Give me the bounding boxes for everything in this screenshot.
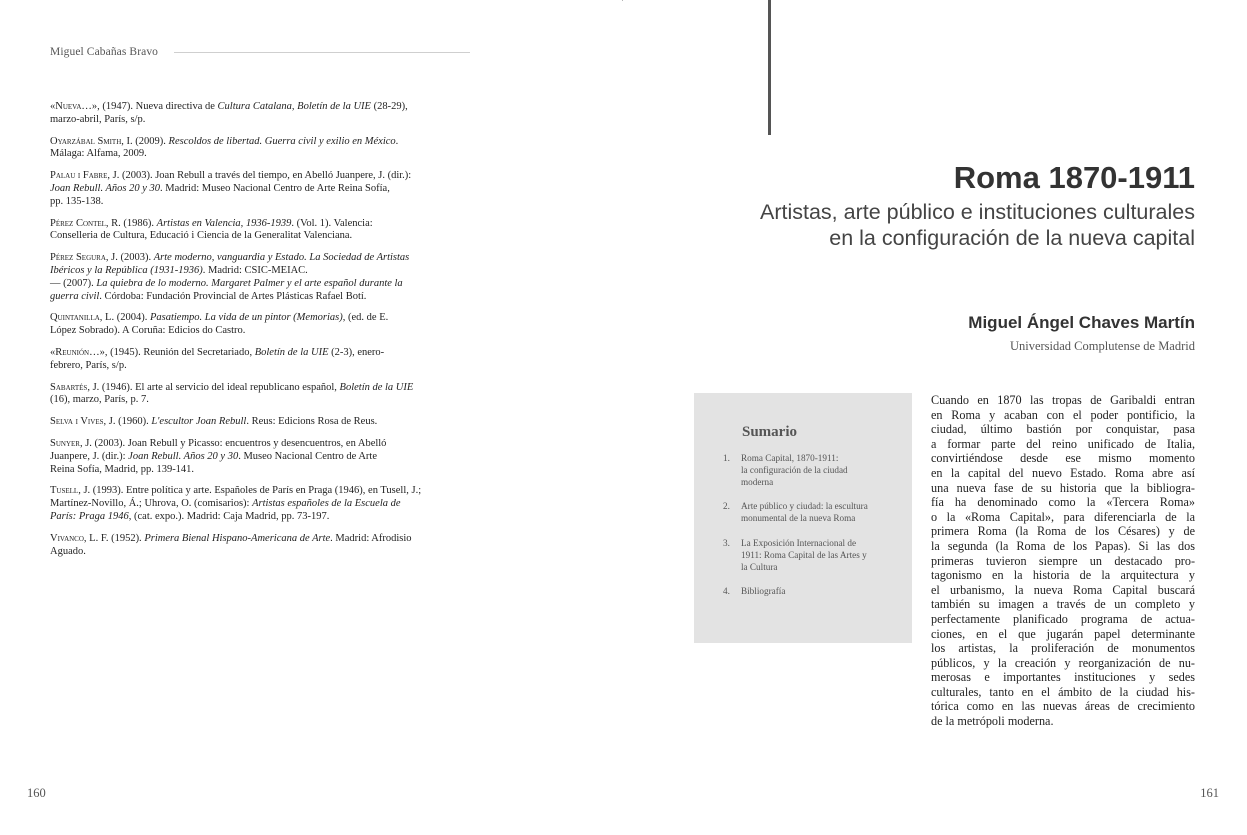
- bib-entry: [50, 101, 455, 127]
- left-page: [0, 0, 622, 835]
- chapter-title: Roma 1870-1911: [953, 160, 1195, 195]
- bib-entry: Selva i Vives, J. (1960). L'escultor Joan Rebull. Reus: Edicions Rosa de Reus.: [50, 416, 378, 428]
- bib-entry: Pérez Contel, R. (1986). Artistas en Valencia, 1936-1939. (Vol. 1). Valencia: Conselleria de Cultura, Educació i Ciencia de la Generalitat Valenciana.: [50, 217, 373, 242]
- bib-entry: Quintanilla, L. (2004). Pasatiempo. La vida de un pintor (Memorias), (ed. de E. López Sobrado). A Coruña: Edicios do Castro.: [50, 312, 389, 337]
- body-paragraph: Cuando en 1870 las tropas de Garibaldi entran en Roma y acaban con el poder pontificio, la ciudad, último bastión por conquistar, pasa a formar parte del reino unificado de Italia, convirtiéndose desde ese mismo momento en la capital del nuevo Estado. Roma abre así una nueva fase de su historia que la bibliogra- fía ha denominado como la «Tercera Roma» o la «Roma Capital», para diferenciarla de la primera Roma (la Roma de los Césares) y de la segunda (la Roma de los Papas). Si las dos primeras tuvieron siempre un destacado pro- tagonismo en la historia de la arquitectura y el urbanismo, la nueva Roma Capital buscará también su imagen a través de un completo y perfectamente planificado programa de actua- ciones, en el que jugarán papel determinante los artistas, la proliferación de monumentos públicos, y la creación y reorganización de nu- merosas e importantes instituciones y sedes culturales, tanto en el ámbito de la ciudad his- tórica como en las nuevas áreas de crecimiento de la metrópoli moderna.: [931, 393, 1195, 729]
- bib-entry: Palau i Fabre, J. (2003). Joan Rebull a través del tiempo, en Abelló Juanpere, J. (dir.): Joan Rebull. Años 20 y 30. Madrid: Museo Nacional Centro de Arte Reina Sofía, pp. 135-138.: [50, 170, 412, 207]
- summary-box: [694, 393, 912, 643]
- bib-entry: Oyarzábal Smith, I. (2009). Rescoldos de libertad. Guerra civil y exilio en México. Málaga: Alfama, 2009.: [50, 135, 399, 160]
- bibliography: [50, 101, 455, 567]
- page-number: 161: [1200, 786, 1219, 800]
- summary-item: 2. Arte público y ciudad: la escultura monumental de la nueva Roma: [723, 501, 868, 524]
- header-rule: [174, 52, 470, 53]
- bib-entry: Tusell, J. (1993). Entre política y arte. Españoles de París en Praga (1946), en Tusell, J.; Martínez-Novillo, Á.; Uhrova, O. (comisarios): Artistas españoles de la Escuela de París: Praga 1946, (cat. expo.). Madrid: Caja Madrid, pp. 73-197.: [50, 485, 422, 522]
- bib-line: marzo-abril, París, s/p.: [50, 113, 146, 125]
- title-rule: [768, 0, 771, 135]
- summary-heading: Sumario: [742, 424, 798, 440]
- subtitle-line: Artistas, arte público e instituciones culturales: [760, 200, 1195, 224]
- bib-entry: Pérez Segura, J. (2003). Arte moderno, vanguardia y Estado. La Sociedad de Artistas Ibéricos y la República (1931-1936). Madrid: CSIC-MEIAC. — (2007). La quiebra de lo moderno. Margaret Palmer y el arte español durante la guerra civil. Córdoba: Fundación Provincial de Artes Plásticas Rafael Botí.: [50, 252, 410, 302]
- bib-entry: Vivanco, L. F. (1952). Primera Bienal Hispano-Americana de Arte. Madrid: Afrodisio Aguado.: [50, 532, 412, 557]
- running-header: Miguel Cabañas Bravo: [50, 46, 159, 58]
- bib-entry: Sunyer, J. (2003). Joan Rebull y Picasso: encuentros y desencuentros, en Abelló Juanpere, J. (dir.): Joan Rebull. Años 20 y 30. Museo Nacional Centro de Arte Reina Sofía, Madrid, pp. 139-141.: [50, 437, 387, 475]
- bib-entry: Sabartés, J. (1946). El arte al servicio del ideal republicano español, Boletín de la UIE (16), marzo, París, p. 7.: [50, 381, 414, 406]
- page-number: 160: [27, 786, 46, 800]
- subtitle-line: en la configuración de la nueva capital: [829, 226, 1195, 250]
- bib-line: «Nueva…», (1947). Nueva directiva de Cultura Catalana, Boletín de la UIE (28-29),: [50, 101, 408, 112]
- right-page: [623, 0, 1247, 835]
- summary-item: 3. La Exposición Internacional de 1911: Roma Capital de las Artes y la Cultura: [723, 537, 867, 572]
- author-affiliation: Universidad Complutense de Madrid: [1009, 339, 1195, 353]
- summary-item: 1. Roma Capital, 1870-1911: la configuración de la ciudad moderna: [723, 453, 848, 487]
- author-name: Miguel Ángel Chaves Martín: [968, 313, 1195, 332]
- summary-item: 4. Bibliografía: [723, 586, 786, 597]
- bib-entry: «Reunión…», (1945). Reunión del Secretariado, Boletín de la UIE (2-3), enero- febrero, París, s/p.: [50, 346, 385, 371]
- chapter-subtitle: [655, 199, 1195, 251]
- summary-list: [723, 453, 899, 611]
